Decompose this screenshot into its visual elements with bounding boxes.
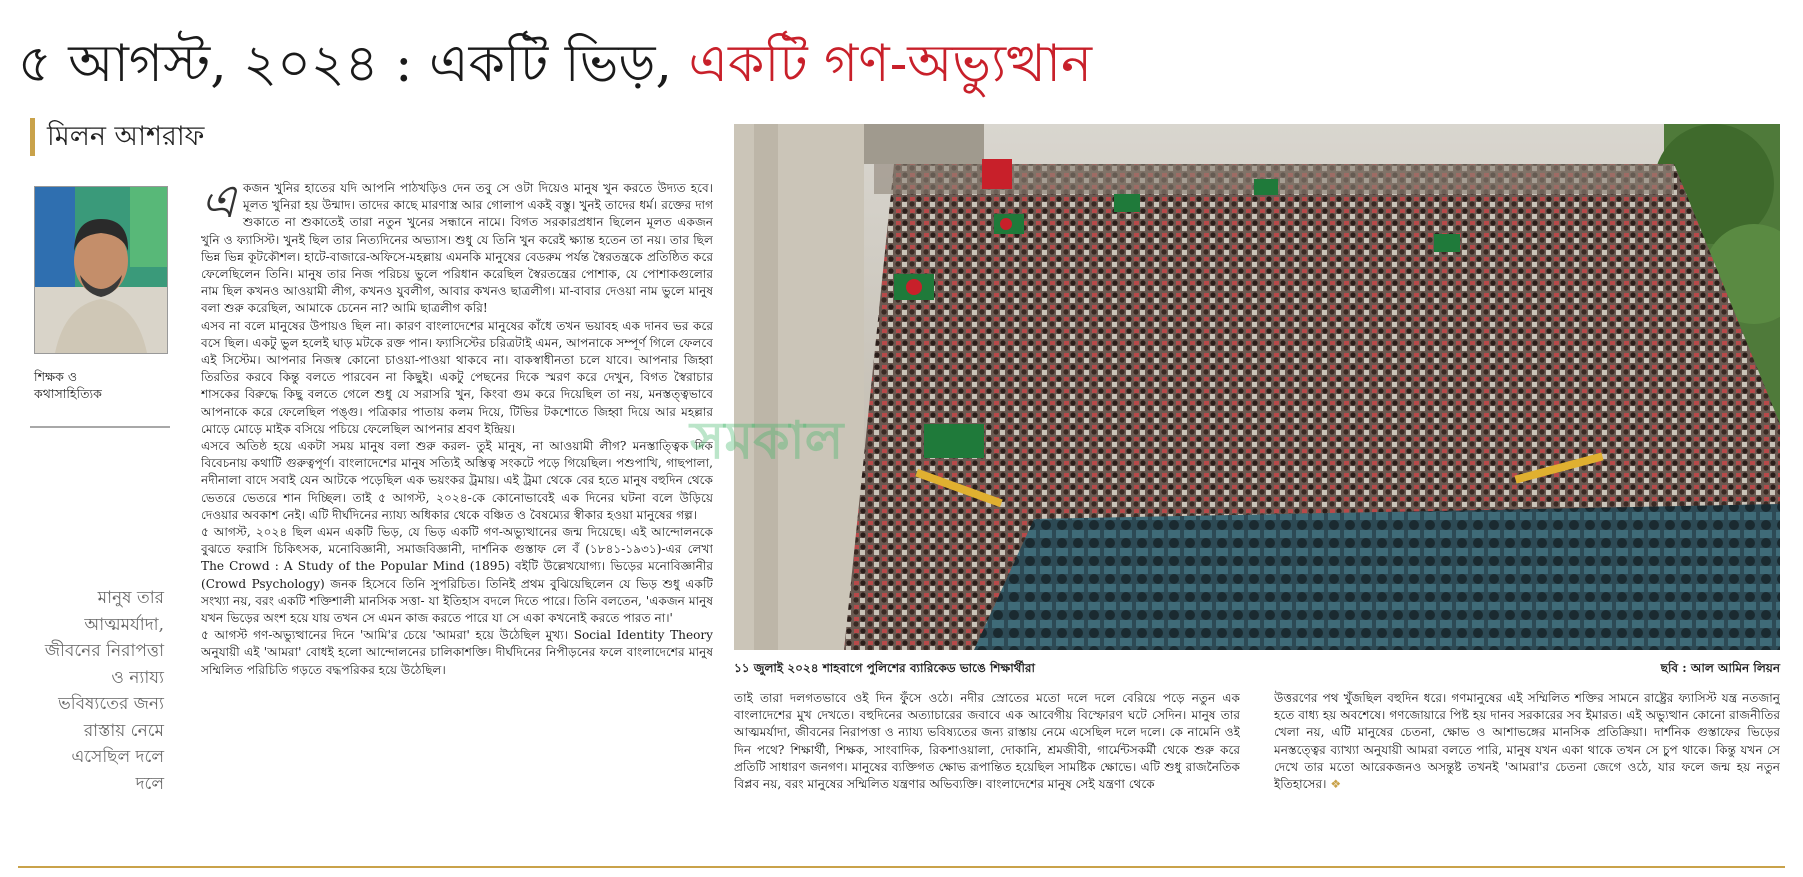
headline-part2: একটি গণ-অভ্যুত্থান bbox=[688, 34, 1093, 94]
headline-part1: ৫ আগস্ট, ২০২৪ : একটি ভিড়, bbox=[18, 34, 689, 94]
photo-caption bbox=[734, 659, 1780, 677]
headline bbox=[18, 24, 1518, 104]
paragraph-3: এসবে অতিষ্ঠ হয়ে একটা সময় মানুষ বলা শুরু করল- তুই মানুষ, না আওয়ামী লীগ? মনস্তাত্ত্বিক দিক বিবেচনায় কথাটি গুরুত্বপূর্ণ। বাংলাদেশের মানুষ সত্যিই অস্তিত্ব সংকটে পড়ে গিয়েছিল। পশুপাখি, গাছপালা, নদীনালা বাদে সবাই যেন আটকে পড়েছিল এক ভয়ংকর ট্রমায়। এই ট্রমা থেকে বের হতে মানুষ বহুদিন থেকে ভেতরে ভেতরে শান দিচ্ছিল। তাই ৫ আগস্ট, ২০২৪-কে কোনোভাবেই এক দিনের ঘটনা বলে উড়িয়ে দেওয়ার অবকাশ নেই। এটি দীর্ঘদিনের ন্যায্য অধিকার থেকে বঞ্চিত ও বৈষম্যের স্বীকার হওয়া মানুষের গল্প। bbox=[201, 439, 713, 522]
bottom-rule bbox=[18, 866, 1785, 868]
column-3-text: উত্তরণের পথ খুঁজছিল বহুদিন ধরে। গণমানুষের এই সম্মিলিত শক্তির সামনে রাষ্ট্রের ফ্যাসিস্ট যন্ত্র নতজানু হতে বাধ্য হয় অবশেষে। গণজোয়ারে পিষ্ট হয় দানব সরকারের সব ইমারত। এই অভ্যুত্থান কোনো রাজনীতির খেলা নয়, এটি মানুষের চেতনা, ক্ষোভ ও আশাভঙ্গের মানসিক প্রতিক্রিয়া। দার্শনিক গুস্তাফের ভিড়ের মনস্তত্ত্বের ব্যাখ্যা অনুযায়ী আমরা বলতে পারি, মানুষ যখন একা থাকে তখন সে চুপ থাকে। কিন্তু যখন সে দেখে তার মতো আরেকজনও অসন্তুষ্ট তখনই 'আমরা'র চেতনা জেগে ওঠে, যার ফলে জন্ম হয় নতুন ইতিহাসের। bbox=[1274, 691, 1780, 792]
role-line-1: শিক্ষক ও bbox=[34, 369, 78, 384]
end-mark-icon: ❖ bbox=[1330, 777, 1342, 792]
paragraph-4: ৫ আগস্ট, ২০২৪ ছিল এমন একটি ভিড়, যে ভিড় একটি গণ-অভ্যুত্থানের জন্ম দিয়েছে। এই আন্দোলনকে বুঝতে ফরাসি চিকিৎসক, মনোবিজ্ঞানী, সমাজবিজ্ঞানী, দার্শনিক গুস্তাফ লে বঁ (১৮৪১-১৯৩১)-এর লেখা The Crowd : A Study of the Popular Mind (1895) বইটি উল্লেখযোগ্য। ভিড়ের মনোবিজ্ঞানীর (Crowd Psychology) জনক হিসেবে তিনি সুপরিচিত। তিনিই প্রথম বুঝিয়েছিলেন যে ভিড় শুধু একটি সংখ্যা নয়, বরং একটি শক্তিশালী মানসিক সত্তা- যা ইতিহাস বদলে দিতে পারে। তিনি বলতেন, 'একজন মানুষ যখন ভিড়ের অংশ হয়ে যায় তখন সে এমন কাজ করতে পারে যা সে একা কখনোই করতে পারত না।' bbox=[201, 525, 713, 626]
paragraph-2: এসব না বলে মানুষের উপায়ও ছিল না। কারণ বাংলাদেশের মানুষের কাঁধে তখন ভয়াবহ এক দানব ভর করে বসে ছিল। একটু ভুল হলেই ঘাড় মটকে রক্ত পান। ফ্যাসিস্টের চরিত্রটাই এমন, আপনাকে সম্পূর্ণ গিলে ফেলবে এই সিস্টেম। আপনার নিজস্ব কোনো চাওয়া-পাওয়া থাকবে না। বাকস্বাধীনতা চলে যাবে। আপনার জিহ্বা তিরতির করবে কিন্তু বলতে পারবেন না কিছুই। একটু পেছনের দিকে স্মরণ করে দেখুন, বিগত স্বৈরাচার শাসকের বিরুদ্ধে কিছু বলতে গেলে শুধু যে সরাসরি খুন, কিংবা গুম করে দিয়েছিল তা নয়, মনস্তত্ত্বভাবে আপনাকে করে ফেলেছিল পঙ্গু। পত্রিকার পাতায় কলম দিয়ে, টিভির টকশোতে জিহ্বা দিয়ে আর মহল্লার মোড়ে মোড়ে মাইক বসিয়ে পচিয়ে ফেলেছিল আপনার শ্রবণ ইন্দ্রিয়। bbox=[201, 318, 713, 436]
divider bbox=[30, 426, 170, 428]
pull-quote: মানুষ তার আত্মমর্যাদা, জীবনের নিরাপত্তা ও ন্যায্য ভবিষ্যতের জন্য রাস্তায় নেমে এসেছিল দলে দলে bbox=[44, 588, 164, 794]
photo-credit: ছবি : আল আমিন লিয়ন bbox=[1660, 661, 1780, 675]
watermark: সমকাল bbox=[690, 410, 844, 471]
column-2-text: তাই তারা দলগতভাবে ওই দিন ফুঁসে ওঠে। নদীর স্রোতের মতো দলে দলে বেরিয়ে পড়ে নতুন এক বাংলাদেশের মুখ দেখতে। বহুদিনের অত্যাচারের জবাবে এক আবেগীয় বিস্ফোরণ ঘটে সেদিন। মানুষ তার আত্মমর্যাদা, জীবনের নিরাপত্তা ও ন্যায্য ভবিষ্যতের জন্য রাস্তায় নেমে এসেছিল দলে দলে। কে নামেনি ওই দিন পথে? শিক্ষার্থী, শিক্ষক, সাংবাদিক, রিকশাওয়ালা, দোকানি, শ্রমজীবী, গার্মেন্টসকর্মী থেকে শুরু করে প্রতিটি সাধারণ জনগণ। মানুষের ব্যক্তিগত ক্ষোভ রূপান্তিত হয়েছিল সামষ্টিক ক্ষোভে। এটি শুধু রাজনৈতিক বিপ্লব নয়, বরং মানুষের সম্মিলিত যন্ত্রণার অভিব্যক্তি। বাংলাদেশের মানুষ সেই যন্ত্রণা থেকে bbox=[734, 691, 1240, 792]
paragraph-5: ৫ আগস্ট গণ-অভ্যুত্থানের দিনে 'আমি'র চেয়ে 'আমরা' হয়ে উঠেছিল মুখ্য। Social Identity Theory অনুযায়ী এই 'আমরা' বোধই হলো আন্দোলনের চালিকাশক্তি। দীর্ঘদিনের নিপীড়নের ফলে বাংলাদেশের মানুষ সম্মিলিত পরিচিতি গড়তে বদ্ধপরিকর হয়ে উঠেছিল। bbox=[201, 628, 713, 677]
role-line-2: কথাসাহিত্যিক bbox=[34, 386, 102, 401]
article-column-3 bbox=[1274, 690, 1780, 825]
author-photo bbox=[34, 186, 168, 354]
article-column-1 bbox=[201, 180, 713, 820]
crowd-photo bbox=[734, 124, 1780, 650]
paragraph-1: একজন খুনির হাতের যদি আপনি পাঠখড়িও দেন তবু সে ওটা দিয়েও মানুষ খুন করতে উদ্যত হবে। মূলত খুনিরা হয় উন্মাদ। তাদের কাছে মারণাস্ত্র আর গোলাপ একই বস্তু। খুনই তাদের ধর্ম। রক্তের দাগ শুকাতে না শুকাতেই তারা নতুন খুনের সন্ধানে নামে। বিগত সরকারপ্রধান ছিলেন মূলত একজন খুনি ও ফ্যাসিস্ট। খুনই ছিল তার নিত্যদিনের অভ্যাস। শুধু যে তিনি খুন করেই ক্ষ্যান্ত হতেন তা নয়। তার ছিল ভিন্ন ভিন্ন কূটকৌশল। হাটে-বাজারে-অফিসে-মহল্লায় এমনকি মানুষের বেডরুম পর্যন্ত স্বৈরতন্ত্রকে প্রতিষ্ঠিত করে ফেলেছিলেন তিনি। মানুষ তার নিজ পরিচয় ভুলে পরিধান করেছিল স্বৈরতন্ত্রের পোশাক, যে পোশাকগুলোর নাম ছিল কখনও আওয়ামী লীগ, কখনও যুবলীগ, আবার কখনও ছাত্রলীগ। মা-বাবার দেওয়া নাম ভুলে মানুষ বলা শুরু করেছিল, আমাকে চেনেন না? আমি ছাত্রলীগ করি! bbox=[201, 180, 713, 316]
drop-cap: এ bbox=[201, 180, 236, 228]
author-role bbox=[34, 368, 174, 402]
author-name: মিলন আশরাফ bbox=[30, 118, 204, 156]
article-column-2 bbox=[734, 690, 1240, 825]
caption-text: ১১ জুলাই ২০২৪ শাহবাগে পুলিশের ব্যারিকেড ভাঙে শিক্ষার্থীরা bbox=[734, 661, 1035, 675]
